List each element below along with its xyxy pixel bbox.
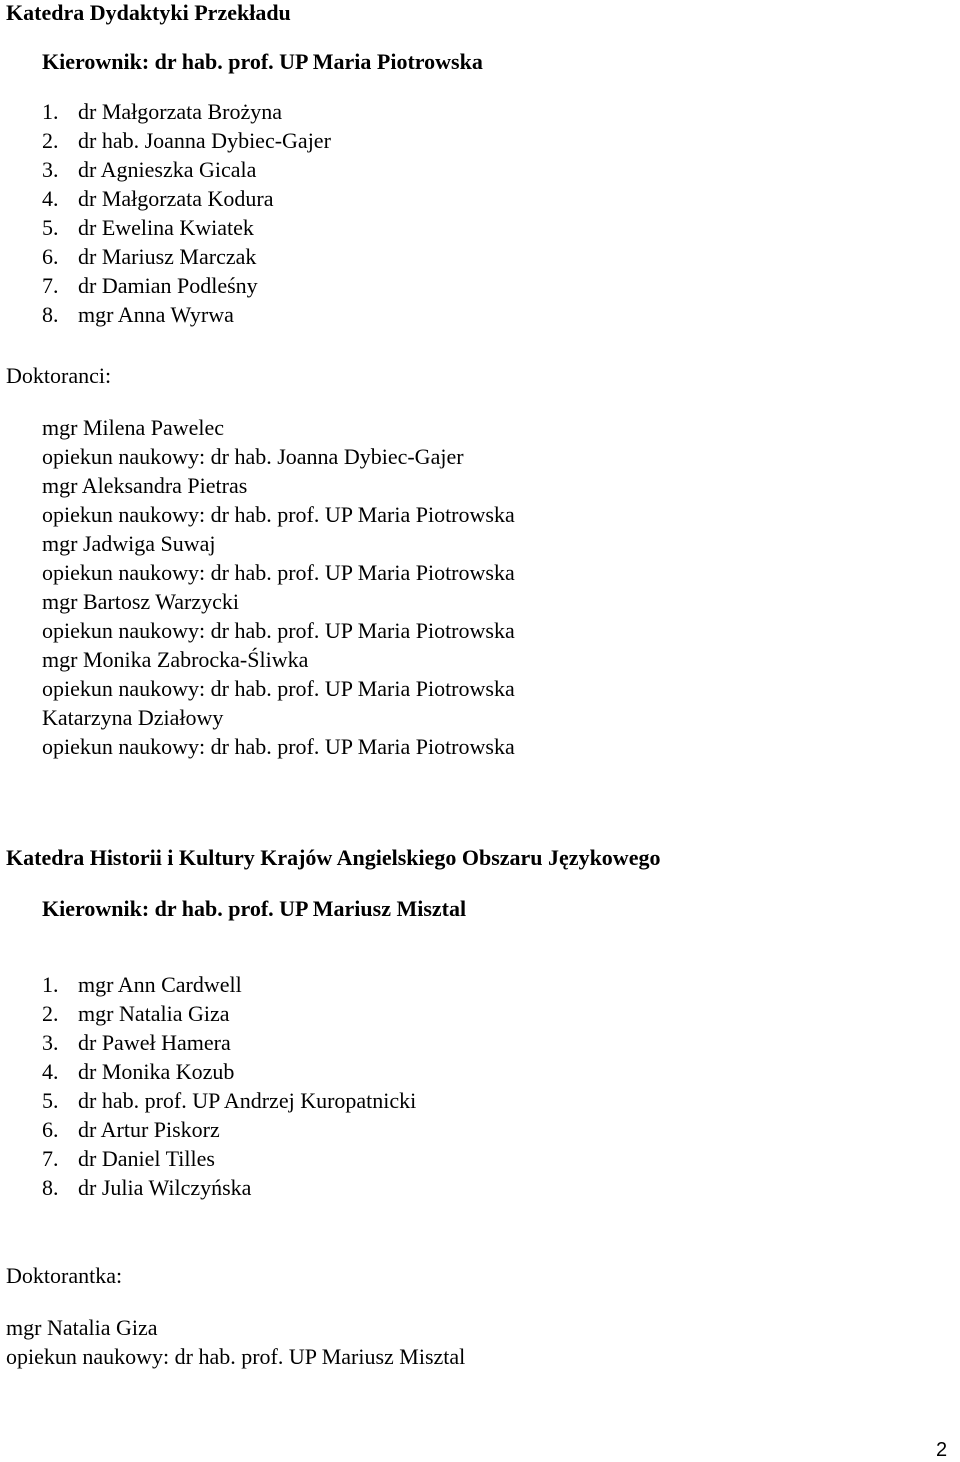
list-item bbox=[42, 126, 331, 155]
list-number: 4. bbox=[42, 1059, 59, 1084]
list-item bbox=[42, 1028, 416, 1057]
staff-name: dr Monika Kozub bbox=[78, 1059, 235, 1084]
list-number: 2. bbox=[42, 128, 59, 153]
phd-student-name: Katarzyna Działowy bbox=[42, 705, 224, 730]
phd-supervisor: opiekun naukowy: dr hab. prof. UP Maria Piotrowska bbox=[42, 618, 515, 643]
phd-student-label: Doktorantka: bbox=[6, 1263, 123, 1288]
list-item bbox=[42, 213, 331, 242]
phd-supervisor: opiekun naukowy: dr hab. prof. UP Mariusz Misztal bbox=[6, 1344, 466, 1369]
phd-supervisor: opiekun naukowy: dr hab. prof. UP Maria Piotrowska bbox=[42, 502, 515, 527]
list-item bbox=[42, 155, 331, 184]
phd-supervisor: opiekun naukowy: dr hab. prof. UP Maria Piotrowska bbox=[42, 560, 515, 585]
staff-list bbox=[42, 97, 331, 329]
staff-list bbox=[42, 970, 416, 1202]
list-item bbox=[42, 242, 331, 271]
list-number: 6. bbox=[42, 244, 59, 269]
list-item bbox=[42, 1173, 416, 1202]
list-item bbox=[42, 999, 416, 1028]
phd-student-name: mgr Natalia Giza bbox=[6, 1315, 158, 1340]
phd-students-label: Doktoranci: bbox=[6, 363, 112, 388]
phd-student-name: mgr Milena Pawelec bbox=[42, 415, 225, 440]
staff-name: dr Małgorzata Kodura bbox=[78, 186, 274, 211]
department-head: Kierownik: dr hab. prof. UP Mariusz Misztal bbox=[42, 896, 467, 921]
list-number: 8. bbox=[42, 302, 59, 327]
staff-name: dr Agnieszka Gicala bbox=[78, 157, 257, 182]
staff-name: mgr Anna Wyrwa bbox=[78, 302, 234, 327]
staff-name: dr Mariusz Marczak bbox=[78, 244, 257, 269]
list-number: 2. bbox=[42, 1001, 59, 1026]
phd-student-name: mgr Monika Zabrocka-Śliwka bbox=[42, 647, 309, 672]
staff-name: dr hab. prof. UP Andrzej Kuropatnicki bbox=[78, 1088, 417, 1113]
department-head: Kierownik: dr hab. prof. UP Maria Piotrowska bbox=[42, 49, 483, 74]
phd-students-list bbox=[42, 413, 515, 761]
list-item bbox=[42, 300, 331, 329]
phd-student-name: mgr Jadwiga Suwaj bbox=[42, 531, 216, 556]
staff-name: dr Artur Piskorz bbox=[78, 1117, 220, 1142]
list-number: 1. bbox=[42, 99, 59, 124]
department-title: Katedra Dydaktyki Przekładu bbox=[6, 0, 291, 25]
staff-name: dr Małgorzata Brożyna bbox=[78, 99, 283, 124]
list-number: 5. bbox=[42, 1088, 59, 1113]
staff-name: dr Julia Wilczyńska bbox=[78, 1175, 252, 1200]
staff-name: dr Daniel Tilles bbox=[78, 1146, 215, 1171]
staff-name: dr hab. Joanna Dybiec-Gajer bbox=[78, 128, 331, 153]
list-number: 1. bbox=[42, 972, 59, 997]
staff-name: dr Paweł Hamera bbox=[78, 1030, 231, 1055]
list-number: 6. bbox=[42, 1117, 59, 1142]
staff-name: mgr Ann Cardwell bbox=[78, 972, 242, 997]
staff-name: dr Damian Podleśny bbox=[78, 273, 258, 298]
phd-supervisor: opiekun naukowy: dr hab. Joanna Dybiec-Gajer bbox=[42, 444, 464, 469]
list-item bbox=[42, 97, 331, 126]
list-number: 3. bbox=[42, 1030, 59, 1055]
list-item bbox=[42, 970, 416, 999]
phd-supervisor: opiekun naukowy: dr hab. prof. UP Maria Piotrowska bbox=[42, 676, 515, 701]
list-item bbox=[42, 1144, 416, 1173]
list-item bbox=[42, 271, 331, 300]
phd-students-list bbox=[6, 1313, 465, 1371]
phd-supervisor: opiekun naukowy: dr hab. prof. UP Maria Piotrowska bbox=[42, 734, 515, 759]
list-item bbox=[42, 184, 331, 213]
department-title: Katedra Historii i Kultury Krajów Angielskiego Obszaru Językowego bbox=[6, 845, 661, 870]
list-item bbox=[42, 1057, 416, 1086]
phd-student-name: mgr Aleksandra Pietras bbox=[42, 473, 248, 498]
list-item bbox=[42, 1115, 416, 1144]
list-number: 7. bbox=[42, 1146, 59, 1171]
list-number: 5. bbox=[42, 215, 59, 240]
phd-student-name: mgr Bartosz Warzycki bbox=[42, 589, 239, 614]
page-number: 2 bbox=[936, 1439, 948, 1461]
list-number: 3. bbox=[42, 157, 59, 182]
staff-name: mgr Natalia Giza bbox=[78, 1001, 230, 1026]
list-number: 8. bbox=[42, 1175, 59, 1200]
list-item bbox=[42, 1086, 416, 1115]
staff-name: dr Ewelina Kwiatek bbox=[78, 215, 254, 240]
list-number: 4. bbox=[42, 186, 59, 211]
list-number: 7. bbox=[42, 273, 59, 298]
